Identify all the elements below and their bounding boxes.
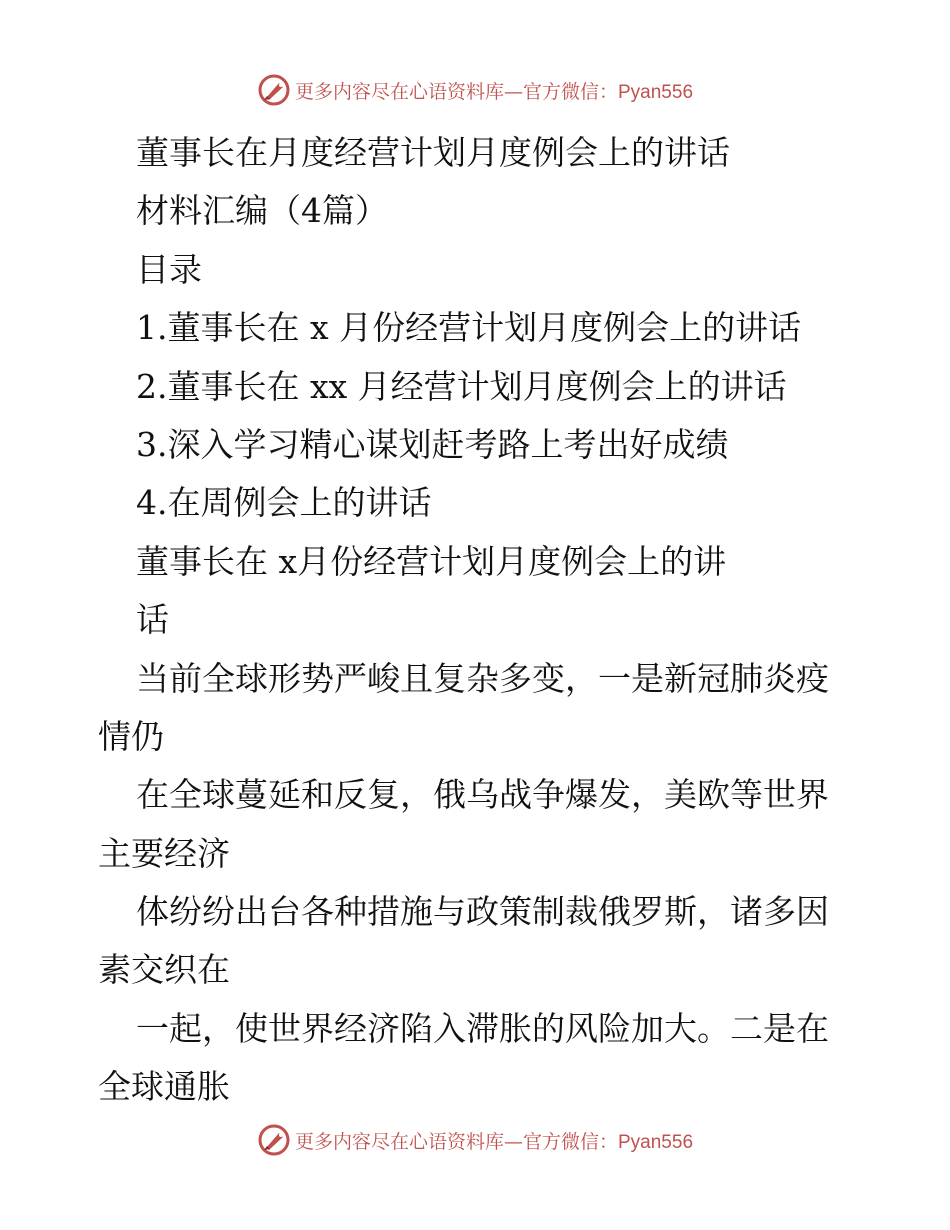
- pen-nib-logo-icon: [257, 73, 291, 107]
- header-banner-text: 更多内容尽在心语资料库—官方微信：Pyan556: [294, 80, 694, 103]
- wechat-id: Pyan556: [618, 1131, 694, 1153]
- toc-item: 1.董事长在 x 月份经营计划月度例会上的讲话: [136, 308, 802, 348]
- header-watermark-banner: [0, 70, 950, 110]
- paragraph-line: 当前全球形势严峻且复杂多变，一是新冠肺炎疫: [136, 658, 829, 698]
- doc-line: 材料汇编（4篇）: [136, 191, 388, 231]
- doc-line: 目录: [136, 249, 202, 289]
- footer-watermark-banner: [0, 1120, 950, 1160]
- document-body: [98, 124, 858, 1117]
- paragraph-line: 体纷纷出台各种措施与政策制裁俄罗斯，诸多因: [136, 892, 829, 932]
- paragraph-line: 主要经济: [98, 833, 230, 873]
- toc-item: 4.在周例会上的讲话: [136, 483, 432, 523]
- wechat-id: Pyan556: [618, 81, 694, 103]
- paragraph-line: 一起，使世界经济陷入滞胀的风险加大。二是在: [136, 1008, 829, 1048]
- section-heading: 董事长在 x月份经营计划月度例会上的讲: [136, 541, 727, 581]
- paragraph-line: 全球通胀: [98, 1067, 230, 1107]
- doc-line: 董事长在月度经营计划月度例会上的讲话: [136, 133, 730, 172]
- toc-item: 3.深入学习精心谋划赶考路上考出好成绩: [136, 424, 729, 464]
- paragraph-line: 情仍: [98, 716, 164, 756]
- footer-banner-text: 更多内容尽在心语资料库—官方微信：Pyan556: [294, 1130, 694, 1153]
- section-heading: 话: [136, 600, 169, 640]
- paragraph-line: 素交织在: [98, 950, 230, 990]
- toc-item: 2.董事长在 xx 月经营计划月度例会上的讲话: [136, 366, 787, 406]
- pen-nib-logo-icon: [257, 1123, 291, 1157]
- paragraph-line: 在全球蔓延和反复，俄乌战争爆发，美欧等世界: [136, 775, 829, 815]
